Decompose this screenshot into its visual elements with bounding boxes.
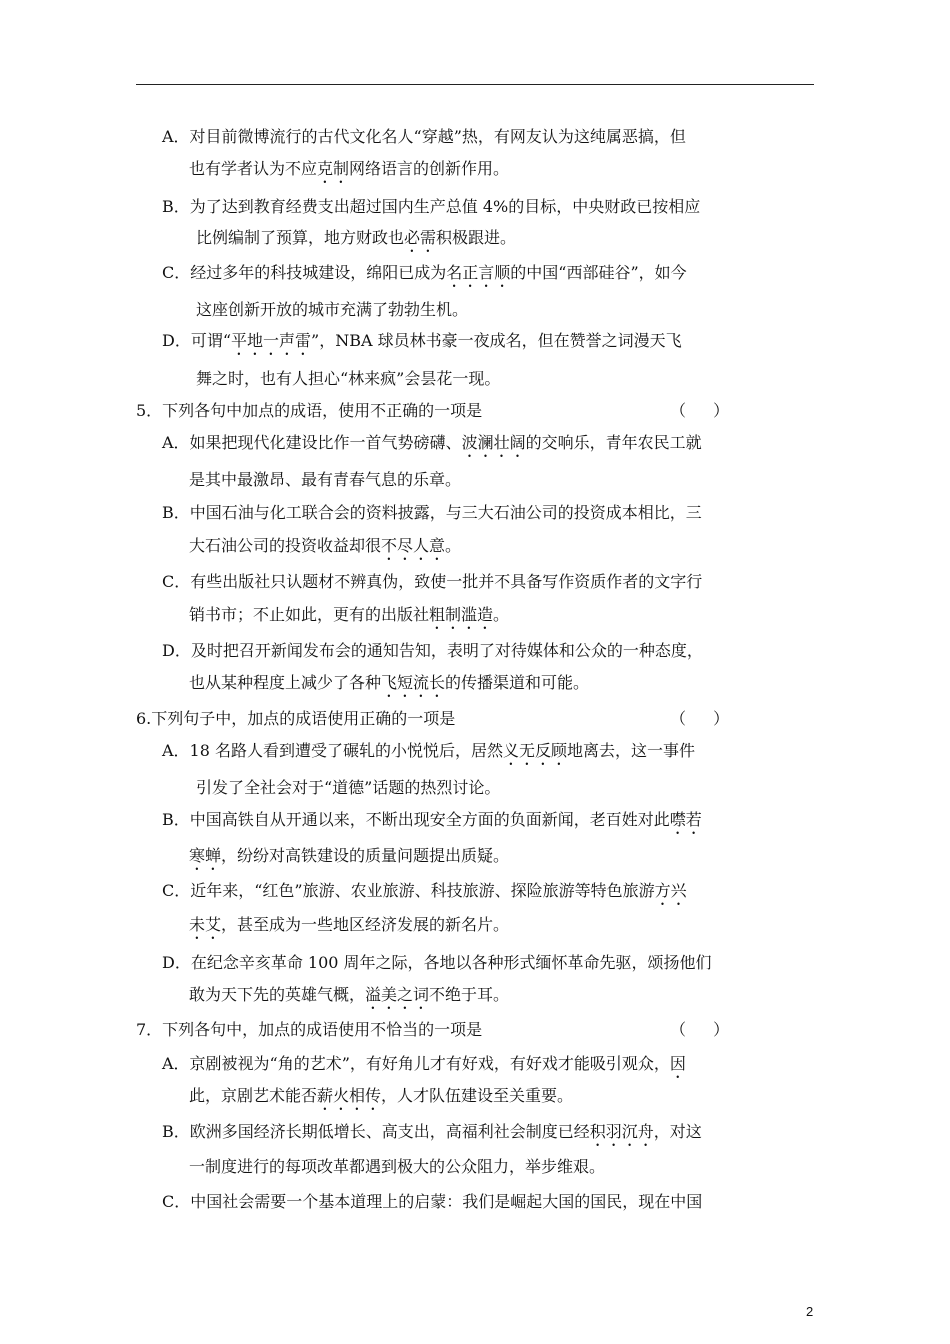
q6-option-b-line1: B．中国高铁自从开通以来，不断出现安全方面的负面新闻，老百姓对此噤若 (162, 810, 702, 829)
q7-stem: 7．下列各句中，加点的成语使用不恰当的一项是 (136, 1020, 483, 1039)
q6-option-b-line2: 寒蝉，纷纷对高铁建设的质量问题提出质疑。 (189, 846, 510, 865)
q7-option-a-line1: A．京剧被视为“角的艺术”，有好角儿才有好戏，有好戏才能吸引观众，因 (162, 1054, 686, 1073)
q7-option-c-line1: C．中国社会需要一个基本道理上的启蒙：我们是崛起大国的国民，现在中国 (162, 1192, 703, 1211)
q4-option-a-line1: A．对目前微博流行的古代文化名人“穿越”热，有网友认为这纯属恶搞，但 (162, 127, 686, 146)
emphasized-idiom: 未艾 (189, 915, 222, 934)
q7-answer-blank: （ ） (670, 1020, 732, 1039)
q5-option-b-line2: 大石油公司的投资收益却很不尽人意。 (189, 536, 462, 555)
emphasized-idiom: 名正言顺 (446, 263, 511, 282)
q4-option-c-line2: 这座创新开放的城市充满了勃勃生机。 (196, 300, 469, 319)
emphasized-idiom: 克制 (317, 159, 350, 178)
q6-option-a-line1: A．18 名路人看到遭受了碾轧的小悦悦后，居然义无反顾地离去，这一事件 (162, 741, 696, 760)
q4-option-b-line2: 比例编制了预算，地方财政也必需积极跟进。 (196, 228, 517, 247)
q4-option-c-line1: C．经过多年的科技城建设，绵阳已成为名正言顺的中国“西部硅谷”，如今 (162, 263, 687, 282)
emphasized-idiom: 波澜壮阔 (461, 433, 526, 452)
q5-option-d-line1: D．及时把召开新闻发布会的通知告知，表明了对待媒体和公众的一种态度， (162, 641, 703, 660)
q5-stem: 5．下列各句中加点的成语，使用不正确的一项是 (136, 401, 483, 420)
emphasized-idiom: 平地一声雷 (231, 331, 312, 350)
q4-option-d-line1: D．可谓“平地一声雷”，NBA 球员林书豪一夜成名，但在赞誉之词漫天飞 (162, 331, 682, 350)
emphasized-idiom: 粗制滥造 (429, 605, 494, 624)
emphasized-idiom: 溢美之词 (365, 985, 430, 1004)
q6-option-c-line2: 未艾，甚至成为一些地区经济发展的新名片。 (189, 915, 510, 934)
q7-option-a-line2: 此，京剧艺术能否薪火相传，人才队伍建设至关重要。 (189, 1086, 574, 1105)
q6-option-a-line2: 引发了全社会对于“道德”话题的热烈讨论。 (196, 778, 501, 797)
q4-option-a-line2: 也有学者认为不应克制网络语言的创新作用。 (189, 159, 510, 178)
emphasized-idiom: 飞短流长 (381, 673, 446, 692)
emphasized-idiom: 薪火相传 (317, 1086, 382, 1105)
q5-option-d-line2: 也从某种程度上减少了各种飞短流长的传播渠道和可能。 (189, 673, 590, 692)
header-rule (136, 84, 814, 85)
q6-option-d-line1: D．在纪念辛亥革命 100 周年之际，各地以各种形式缅怀革命先驱，颂扬他们 (162, 953, 712, 972)
emphasized-idiom: 方兴 (654, 881, 687, 900)
q5-option-a-line1: A．如果把现代化建设比作一首气势磅礴、波澜壮阔的交响乐，青年农民工就 (162, 433, 702, 452)
q6-stem: 6.下列句子中，加点的成语使用正确的一项是 (136, 709, 456, 728)
q6-option-c-line1: C．近年来，“红色”旅游、农业旅游、科技旅游、探险旅游等特色旅游方兴 (162, 881, 687, 900)
page-number: 2 (806, 1304, 814, 1319)
emphasized-idiom: 必需 (404, 228, 437, 247)
q7-option-b-line2: 一制度进行的每项改革都遇到极大的公众阻力，举步维艰。 (189, 1157, 606, 1176)
q4-option-b-line1: B．为了达到教育经费支出超过国内生产总值 4%的目标，中央财政已按相应 (162, 197, 701, 216)
q5-option-b-line1: B．中国石油与化工联合会的资料披露，与三大石油公司的投资成本相比，三 (162, 503, 702, 522)
emphasized-idiom: 噤若 (669, 810, 702, 829)
q5-option-a-line2: 是其中最激昂、最有青春气息的乐章。 (189, 470, 462, 489)
q5-option-c-line2: 销书市；不止如此，更有的出版社粗制滥造。 (189, 605, 510, 624)
q7-option-b-line1: B．欧洲多国经济长期低增长、高支出，高福利社会制度已经积羽沉舟，对这 (162, 1122, 702, 1141)
q5-answer-blank: （ ） (670, 401, 732, 420)
emphasized-idiom: 义无反顾 (503, 741, 568, 760)
emphasized-idiom: 积羽沉舟 (589, 1122, 654, 1141)
emphasized-idiom: 因 (669, 1054, 686, 1073)
q6-option-d-line2: 敢为天下先的英雄气概，溢美之词不绝于耳。 (189, 985, 510, 1004)
emphasized-idiom: 不尽人意 (381, 536, 446, 555)
q5-option-c-line1: C．有些出版社只认题材不辨真伪，致使一批并不具备写作资质作者的文字行 (162, 572, 703, 591)
emphasized-idiom: 寒蝉 (189, 846, 222, 865)
q4-option-d-line2: 舞之时，也有人担心“林来疯”会昙花一现。 (196, 369, 501, 388)
q6-answer-blank: （ ） (670, 709, 732, 728)
